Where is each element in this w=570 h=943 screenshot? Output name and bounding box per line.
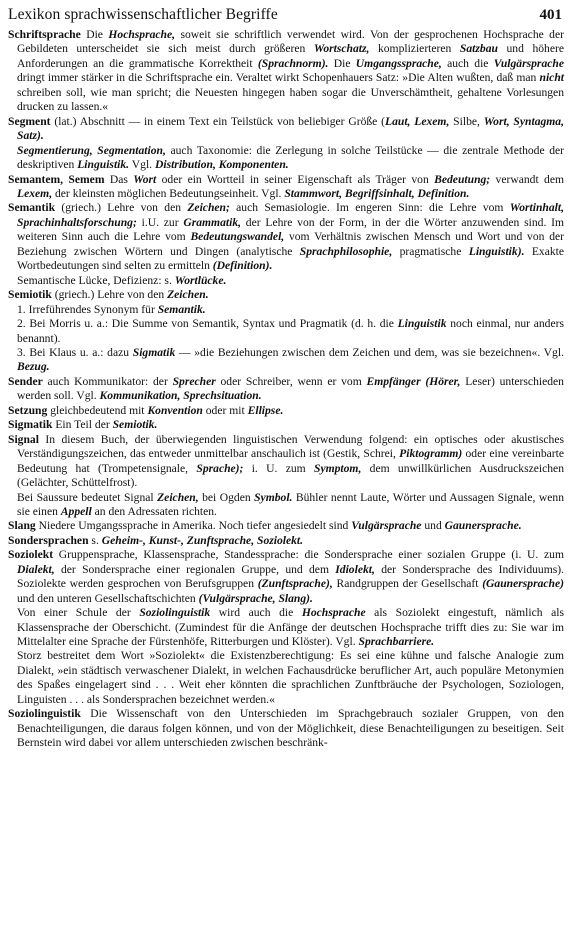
headword: Soziolinguistik	[8, 707, 81, 721]
entry-paragraph	[8, 144, 564, 173]
entry-text: Gruppensprache, Klassensprache, Standessprache: die Sondersprache einer sozialen Gruppe (i. U. zum	[53, 548, 564, 562]
entry-paragraph	[8, 274, 564, 288]
entry-text: (lat.) Abschnitt — in einem Text ein Teilstück von beliebiger Größe (	[50, 114, 385, 128]
entry-text: 3. Bei Klaus u. a.: dazu	[17, 345, 133, 359]
entry-text: der kleinsten möglichen Bedeutungseinheit. Vgl.	[52, 186, 285, 200]
entry-text: Leser) unterschieden werden soll. Vgl.	[17, 374, 564, 403]
entry-paragraph	[8, 288, 564, 302]
entry-text: (griech.) Lehre von den	[51, 288, 168, 302]
entry-text: und	[421, 519, 445, 533]
cross-reference: Vulgärsprache	[493, 56, 564, 70]
entry-paragraph	[8, 173, 564, 202]
dictionary-entry	[8, 288, 564, 375]
entry-text: oder mit	[202, 403, 248, 417]
cross-reference: (Vulgärsprache, Slang).	[198, 591, 313, 605]
entry-text: pragmatische	[392, 244, 469, 258]
entry-paragraph	[8, 707, 564, 750]
cross-reference: (Definition).	[212, 259, 273, 273]
entry-text: bei Ogden	[198, 490, 255, 504]
cross-reference: Linguistik.	[77, 158, 130, 172]
headword: Semiotik	[8, 288, 52, 302]
entry-text: oder ein Wortteil in seiner Eigenschaft als Träger von	[156, 172, 435, 186]
entry-text: der Sondersprache einer regionalen Gruppe, und dem	[54, 562, 336, 576]
cross-reference: Satzbau	[459, 42, 498, 56]
cross-reference: Linguistik	[397, 317, 447, 331]
entry-paragraph	[8, 519, 564, 533]
dictionary-entry	[8, 433, 564, 520]
cross-reference: Lexem,	[17, 186, 53, 200]
page-number: 401	[539, 7, 562, 23]
entry-text: (griech.) Lehre von den	[55, 201, 188, 215]
entry-text: und höhere Anforderungen an die grammatische Korrektheit	[17, 42, 565, 70]
entry-paragraph	[8, 534, 564, 548]
cross-reference: Gaunersprache.	[444, 519, 522, 533]
entry-text: Vgl.	[129, 158, 155, 172]
cross-reference: Dialekt,	[17, 562, 55, 576]
entry-text: Silbe,	[449, 114, 484, 128]
cross-reference: Sprache);	[196, 461, 244, 475]
entry-list	[8, 28, 564, 751]
entry-text: gleichbedeutend mit	[47, 403, 148, 417]
entry-text: auch die	[441, 56, 494, 70]
cross-reference: Zeichen;	[187, 201, 230, 215]
cross-reference: Symbol.	[254, 490, 293, 504]
entry-paragraph	[8, 606, 564, 649]
cross-reference: Vulgärsprache	[351, 519, 422, 533]
cross-reference: Umgangssprache,	[355, 56, 442, 70]
entry-text: Die	[80, 28, 109, 41]
entry-text: dringt immer stärker in die Schriftsprache ein. Veraltet wirkt Schopenhauers Satz: »Die Alten wußten, daß man	[17, 71, 540, 85]
entry-paragraph	[8, 115, 564, 144]
headword: Sender	[8, 374, 43, 388]
cross-reference: Soziolinguistik	[139, 606, 211, 620]
cross-reference: Ellipse.	[247, 403, 284, 417]
dictionary-entry	[8, 534, 564, 548]
entry-paragraph	[8, 404, 564, 418]
cross-reference: Bezug.	[17, 360, 50, 374]
cross-reference: Konvention	[147, 403, 203, 417]
entry-text: auch Taxonomie: die Zerlegung in solche Teilstücke — die zentrale Methode der deskriptiven	[17, 143, 564, 172]
headword: Schriftsprache	[8, 28, 81, 41]
cross-reference: Wort, Syntagma, Satz).	[17, 114, 564, 143]
entry-text: und den unteren Gesellschaftschichten	[17, 591, 199, 605]
entry-text: — »die Beziehungen zwischen dem Zeichen und dem, was sie bezeichnen«. Vgl.	[175, 345, 564, 359]
entry-text: Die Wissenschaft von den Unterschieden im Sprachgebrauch sozialer Gruppen, von den Benachteiligungen, die daraus folgen können, und von der Möglichkeit, diese Benachteiligungen zu beseitigen. Seit Bernstein wird dabei vor allem unterschieden zwischen beschränk-	[17, 707, 564, 750]
dictionary-entry	[8, 707, 564, 750]
headword: Segment	[8, 114, 51, 128]
cross-reference: Semiotik.	[112, 418, 158, 432]
entry-text: komplizierteren	[369, 42, 460, 56]
cross-reference: Zeichen.	[167, 288, 209, 302]
cross-reference: Semantik.	[157, 302, 206, 316]
cross-reference: Wortinhalt, Sprachinhaltsforschung;	[17, 201, 564, 229]
entry-text: Bühler nennt Laute, Wörter und Aussagen Signale, wenn sie einen	[17, 490, 564, 518]
entry-text: Randgruppen der Gesellschaft	[332, 577, 483, 591]
cross-reference: (Zunftsprache),	[257, 577, 333, 591]
entry-text: verwandt dem	[490, 172, 564, 186]
entry-text: Bei Saussure bedeutet Signal	[17, 490, 158, 504]
entry-text: der Sondersprache des Individuums). Soziolekte werden gesprochen von Berufsgruppen	[17, 562, 564, 591]
entry-text: noch einmal, nur anders benannt).	[17, 317, 564, 345]
dictionary-entry	[8, 201, 564, 288]
cross-reference: (Gaunersprache)	[482, 577, 564, 591]
entry-text: Semantische Lücke, Defizienz: s.	[17, 273, 175, 287]
cross-reference: Grammatik,	[183, 215, 242, 229]
entry-text: dem unwillkürlichen Ausdruckszeichen (Gelächter, Schüttelfrost).	[17, 461, 564, 490]
entry-text: 1. Irreführendes Synonym für	[17, 302, 158, 316]
headword: Signal	[8, 432, 39, 446]
cross-reference: Sprachbarriere.	[358, 635, 435, 649]
cross-reference: Zeichen,	[157, 490, 199, 504]
entry-text: der Lehre von der Form, in der die Wörter anzuwenden sind. Im weiteren Sinn auch die Lehre vom	[17, 215, 564, 244]
entry-text: Die	[328, 56, 356, 70]
entry-paragraph	[8, 418, 564, 432]
cross-reference: Bedeutungswandel,	[190, 230, 285, 244]
entry-text: soweit sie schriftlich verwendet wird. Von der gesprochenen Hochsprache der Gebildeten unterscheidet sie sich meist durch größeren	[17, 28, 564, 56]
cross-reference: (Sprachnorm).	[257, 56, 329, 70]
entry-paragraph	[8, 303, 564, 317]
entry-paragraph	[8, 201, 564, 273]
entry-text: schreiben soll, wie man spricht; die Neuesten hingegen haben sogar die Unverschämtheit, gehaltene Vorlesungen drucken zu lassen.«	[17, 85, 564, 114]
dictionary-entry	[8, 404, 564, 418]
entry-text: auch Semasiologie. Im engeren Sinn: die Lehre vom	[229, 201, 510, 215]
entry-text: vom Verhältnis zwischen Mensch und Wort und von der Beziehung zwischen Wörtern und Dingen (analytische	[17, 230, 564, 258]
cross-reference: Sigmatik	[132, 345, 176, 359]
headword: Semantik	[8, 201, 56, 215]
entry-text: an den Adressaten richten.	[91, 504, 217, 518]
entry-text: 2. Bei Morris u. a.: Die Summe von Semantik, Syntax und Pragmatik (d. h. die	[17, 317, 398, 331]
cross-reference: Empfänger (Hörer,	[366, 374, 461, 388]
entry-text: Niedere Umgangssprache in Amerika. Noch tiefer angesiedelt sind	[35, 519, 352, 533]
entry-text: i.U. zur	[136, 215, 184, 229]
entry-paragraph	[8, 375, 564, 404]
entry-paragraph	[8, 433, 564, 491]
headword: Sigmatik	[8, 418, 53, 432]
dictionary-entry	[8, 548, 564, 707]
entry-text: auch Kommunikator: der	[42, 374, 173, 388]
entry-paragraph	[8, 317, 564, 346]
cross-reference: Geheim-, Kunst-, Zunftsprache, Soziolekt.	[101, 533, 304, 547]
headword: Semantem, Semem	[8, 172, 105, 186]
dictionary-entry	[8, 418, 564, 432]
dictionary-entry	[8, 375, 564, 404]
dictionary-entry	[8, 519, 564, 533]
cross-reference: Idiolekt,	[335, 562, 375, 576]
dictionary-entry	[8, 173, 564, 202]
entry-text: Von einer Schule der	[17, 606, 140, 620]
cross-reference: Sprecher	[172, 374, 216, 388]
entry-text: Ein Teil der	[52, 418, 113, 432]
cross-reference: Laut, Lexem,	[385, 114, 450, 128]
cross-reference: nicht	[539, 71, 564, 85]
cross-reference: Piktogramm)	[399, 447, 463, 461]
cross-reference: Hochsprache	[301, 606, 366, 620]
entry-text: Storz bestreitet dem Wort »Soziolekt« die Existenzberechtigung: Es sei eine kühne und falsche Analogie zum Dialekt, »ein städtisch verwaschener Dialekt, in welchen Fachausdrücke beruflicher Art, auch populäre Metonymien des Spaßes eingelagert sind . . . Weit eher könnten die sprachlichen Zunftbräuche der Psychologen, Soziologen, Linguisten . . . als Sondersprachen bezeichnet werden.«	[17, 649, 564, 706]
entry-paragraph	[8, 649, 564, 707]
dictionary-entry	[8, 28, 564, 115]
dictionary-entry	[8, 115, 564, 173]
entry-text: oder Schreiber, wenn er vom	[215, 374, 367, 388]
entry-text: oder eine vereinbarte Bedeutung hat (Trompetensignale,	[17, 447, 564, 475]
entry-text: wird auch die	[210, 606, 302, 620]
cross-reference: Appell	[60, 504, 92, 518]
cross-reference: Segmentierung, Segmentation,	[17, 143, 166, 157]
cross-reference: Symptom,	[314, 461, 362, 475]
cross-reference: Distribution, Komponenten.	[154, 158, 289, 172]
entry-text: In diesem Buch, der überwiegenden linguistischen Verwendung folgend: ein optisches oder akustisches Verständigungszeichen, das entweder unmittelbar anschaulich ist (Gestik, Schrei,	[17, 432, 564, 461]
entry-paragraph	[8, 346, 564, 375]
entry-text: i. U. zum	[243, 461, 314, 475]
cross-reference: Wortschatz,	[313, 42, 370, 56]
cross-reference: Stammwort, Begriffsinhalt, Definition.	[284, 186, 470, 200]
cross-reference: Wortlücke.	[174, 273, 227, 287]
cross-reference: Hochsprache,	[108, 28, 176, 41]
cross-reference: Kommunikation, Sprechsituation.	[99, 389, 262, 403]
entry-paragraph	[8, 28, 564, 115]
cross-reference: Bedeutung;	[434, 172, 491, 186]
entry-text: s.	[88, 533, 102, 547]
cross-reference: Sprachphilosophie,	[299, 244, 393, 258]
entry-text: Exakte Wortbedeutungen sind selten zu ermitteln	[17, 244, 565, 273]
cross-reference: Linguistik).	[468, 244, 525, 258]
headword: Soziolekt	[8, 548, 54, 562]
headword: Slang	[8, 519, 36, 533]
running-title: Lexikon sprachwissenschaftlicher Begriffe	[8, 6, 278, 23]
entry-paragraph	[8, 491, 564, 520]
page-header	[8, 6, 564, 28]
entry-text: als Soziolekt eingestuft, nämlich als Klassensprache der Oberschicht. (Zumindest für die Anfänge der deutschen Hochsprache trifft dies zu: Sie war im Mittelalter eine Sprache der Fürstenhöfe, Ritterburgen und Klöster). Vgl.	[17, 606, 564, 649]
headword: Setzung	[8, 403, 48, 417]
cross-reference: Wort	[133, 172, 157, 186]
entry-paragraph	[8, 548, 564, 606]
headword: Sondersprachen	[8, 533, 89, 547]
entry-text: Das	[104, 172, 134, 186]
